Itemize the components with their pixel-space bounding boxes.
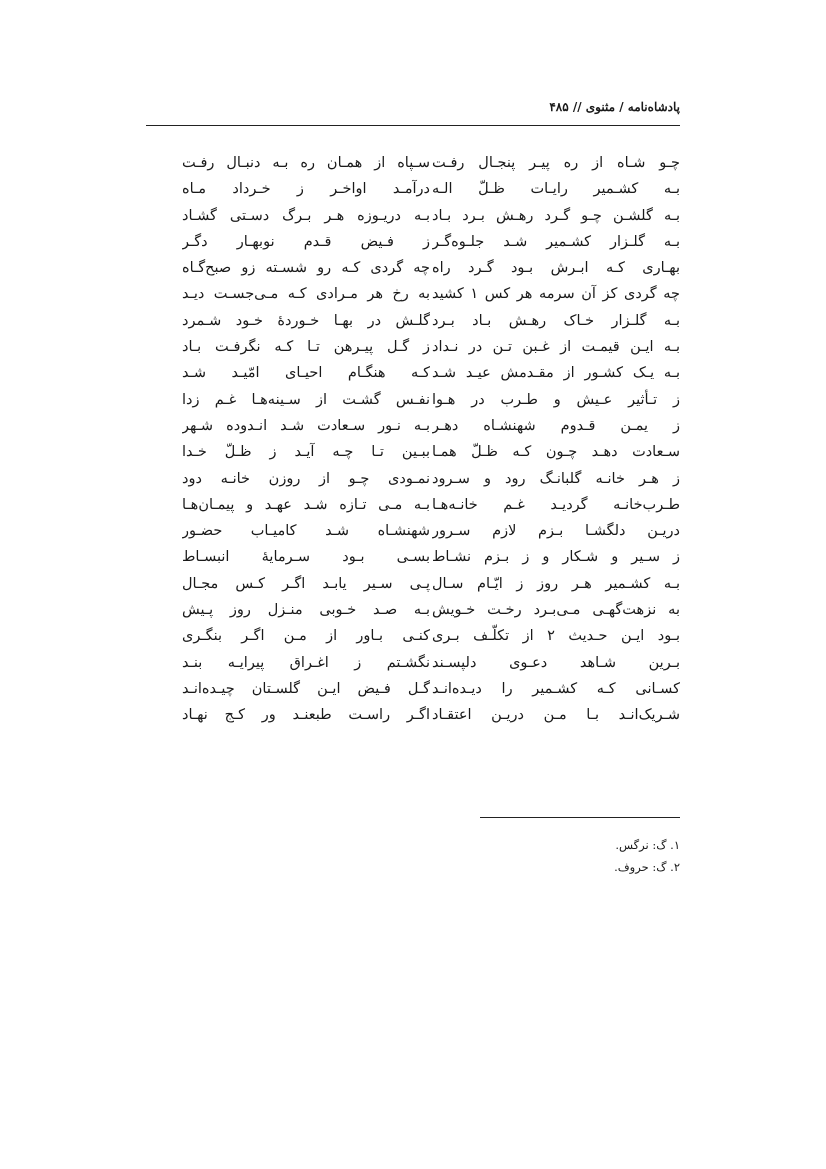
verse-hemistich: اگـر راسـت طبعنـد ور کـج نهـاد (182, 707, 430, 724)
verse-hemistich: بـه گلشـن چـو گـرد رهـش بـرد بـاد (432, 207, 680, 224)
verse-hemistich: بسـی بـود سـرمایهٔ انبسـاط (182, 549, 430, 566)
verse-hemistich: بـه صـد خـوبی منـزل روز پـیش (182, 602, 430, 619)
verse-hemistich: بـه گلـزار کشـمیر شـد جلـوه‌گـر (432, 233, 680, 250)
verse-hemistich: نمـودی چـو از روزن خانـه دود (182, 470, 430, 487)
verse-hemistich: بهـاری کـه ابـرش بـود گـرد راه (432, 260, 680, 277)
verse-hemistich: بـه نـور سـعادت شـد انـدوده شـهر (182, 417, 430, 434)
verse-hemistich: درآمـد اواخـر ز خـرداد مـاه (182, 181, 430, 198)
verse-hemistich: بـه ایـن قیمـت از غـبن تـن در نـداد (432, 339, 680, 356)
verse-hemistich: ز سـیر و شـکار و ز بـزم نشـاط (432, 549, 680, 566)
verse-hemistich: ز فـیض قـدم نوبهـار دگـر (182, 233, 430, 250)
verse-hemistich: گلـش در بهـا خـوردهٔ خـود شـمرد (182, 312, 430, 329)
right-verse-column (432, 150, 680, 729)
verse-hemistich: بـرین شـاهد دعـوی دلپسـند (432, 654, 680, 671)
footnotes (480, 834, 680, 878)
verse-hemistich: شهنشـاه شـد کامیـاب حضـور (182, 523, 430, 540)
verse-hemistich: نگشـتم ز اغـراق پیرایـه بنـد (182, 654, 430, 671)
verse-hemistich: بـود ایـن حـدیث ۲ از تکلّـف بـری (432, 628, 680, 645)
verse-hemistich: کـه هنگـام احیـای امّیـد شـد (182, 365, 430, 382)
verse-hemistich: ز تـأثیر عـیش و طـرب در هـوا (432, 391, 680, 408)
footnote: ۲. گ: حروف. (614, 860, 680, 874)
footnote-rule (480, 817, 680, 818)
verse-hemistich: سـعادت دهـد چـون کـه ظـلّ همـا (432, 444, 680, 461)
verse-hemistich: طـرب‌خانـه گردیـد غـم خانـه‌هـا (432, 496, 680, 513)
verse-hemistich: چه گردی کـه رو شسـته زو صبح‌گـاه (182, 260, 430, 277)
verse-hemistich: بـه کشـمیر هـر روز ز ایّـام سـال (432, 575, 680, 592)
verse-hemistich: بـه کشـمیر رایـات ظـلّ الـه (432, 181, 680, 198)
verse-hemistich: بـه دریـوزه هـر بـرگ دسـتی گشـاد (182, 207, 430, 224)
footnote: ۱. گ: نرگس. (615, 838, 680, 852)
verse-hemistich: سـپاه از همـان ره بـه دنبـال رفـت (182, 155, 430, 171)
verse-hemistich: ببـین تـا چـه آیـد ز ظـلّ خـدا (182, 444, 430, 461)
verse-hemistich: کسـانی کـه کشـمیر را دیـده‌انـد (432, 680, 680, 697)
verse-hemistich: به نزهت‌گهـی مـی‌بـرد رخـت خـویش (432, 602, 680, 619)
verse-hemistich: شـریک‌انـد بـا مـن دریـن اعتقـاد (432, 707, 680, 724)
verse-hemistich: چـو شـاه از ره پیـر پنجـال رفـت (432, 155, 680, 171)
verse-hemistich: بـه مـی تـازه شـد عهـد و پیمـان‌هـا (182, 496, 430, 513)
verse-hemistich: بـه یـک کشـور از مقـدمش عیـد شـد (432, 365, 680, 382)
verse-hemistich: بـه گلـزار خـاک رهـش بـاد بـرد (432, 312, 680, 329)
verse-hemistich: نفـس گشـت از سـینه‌هـا غـم زدا (182, 391, 430, 408)
verse-hemistich: ز گـل پیـرهن تـا کـه نگرفـت بـاد (182, 339, 430, 356)
verse-hemistich: چه گردی کز آن سرمه هر کس ۱ کشید (432, 286, 680, 303)
verse-hemistich: گـل فـیض ایـن گلسـتان چیـده‌انـد (182, 680, 430, 697)
header-rule (146, 125, 680, 126)
running-header: پادشاه‌نامه / مثنوی // ۴۸۵ (549, 100, 680, 114)
verse-hemistich: به رخ هر مـرادی کـه مـی‌جسـت دیـد (182, 286, 430, 303)
verse-hemistich: پـی سـیر یابـد اگـر کـس مجـال (182, 575, 430, 592)
verse-hemistich: دریـن دلگشـا بـزم لازم سـرور (432, 523, 680, 540)
left-verse-column (182, 150, 430, 729)
verse-hemistich: ز هـر خانـه گلبانـگ رود و سـرود (432, 470, 680, 487)
verse-hemistich: کنـی بـاور از مـن اگـر بنگـری (182, 628, 430, 645)
verse-hemistich: ز یمـن قـدوم شهنشـاه دهـر (432, 417, 680, 434)
